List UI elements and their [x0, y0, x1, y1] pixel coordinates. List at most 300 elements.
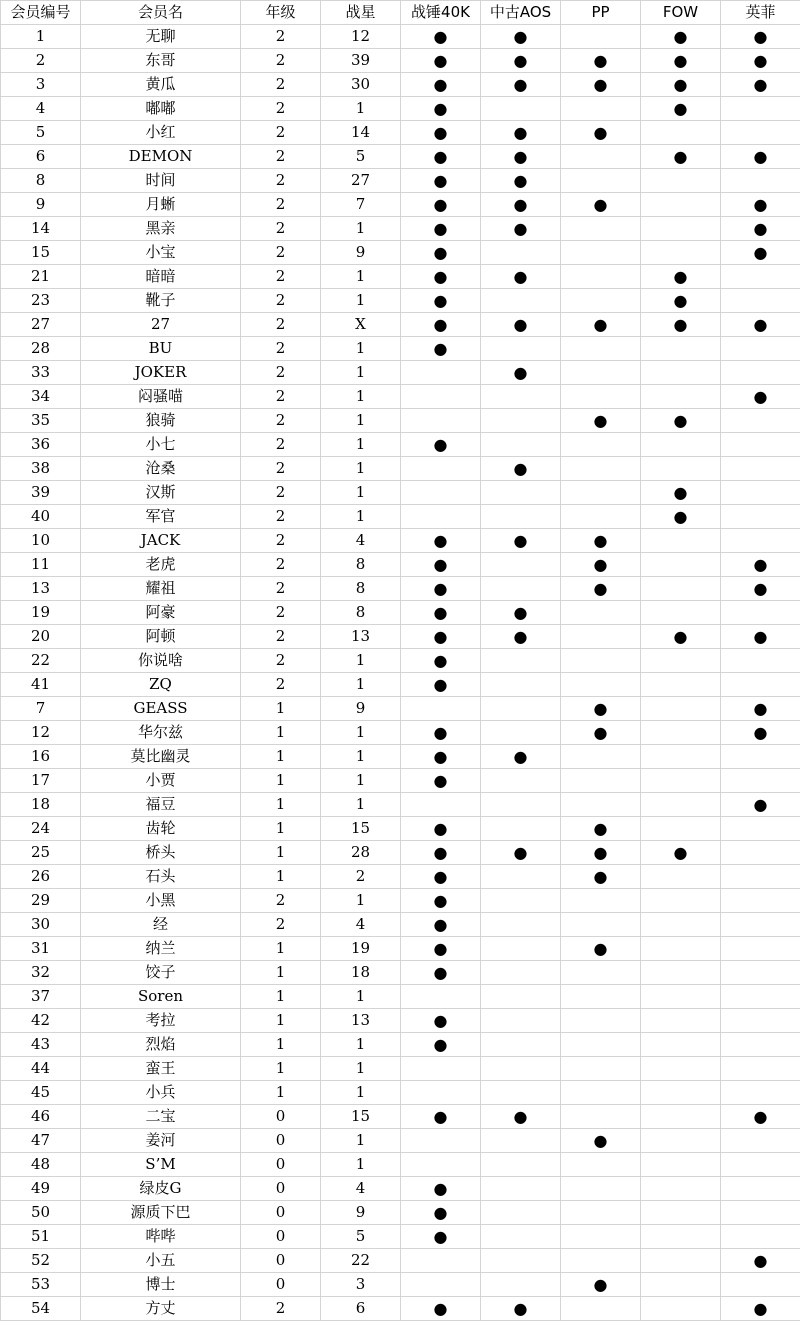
cell-grade[interactable]: 1 [241, 961, 321, 985]
cell-warhammer-40k[interactable] [401, 793, 481, 817]
cell-star[interactable]: 1 [321, 337, 401, 361]
cell-infinity[interactable] [721, 25, 800, 49]
cell-pp[interactable] [561, 481, 641, 505]
cell-fow[interactable] [641, 1225, 721, 1249]
cell-pp[interactable] [561, 97, 641, 121]
cell-star[interactable]: 30 [321, 73, 401, 97]
cell-member-id[interactable]: 34 [1, 385, 81, 409]
cell-member-id[interactable]: 30 [1, 913, 81, 937]
cell-member-name[interactable]: 石头 [81, 865, 241, 889]
cell-fow[interactable] [641, 769, 721, 793]
cell-member-name[interactable]: 小黑 [81, 889, 241, 913]
cell-star[interactable]: 12 [321, 25, 401, 49]
cell-grade[interactable]: 2 [241, 601, 321, 625]
cell-star[interactable]: 1 [321, 1057, 401, 1081]
cell-grade[interactable]: 2 [241, 217, 321, 241]
cell-fow[interactable] [641, 409, 721, 433]
cell-aos[interactable] [481, 289, 561, 313]
cell-member-name[interactable]: 饺子 [81, 961, 241, 985]
cell-star[interactable]: 15 [321, 1105, 401, 1129]
cell-pp[interactable] [561, 1105, 641, 1129]
cell-grade[interactable]: 1 [241, 793, 321, 817]
cell-warhammer-40k[interactable] [401, 745, 481, 769]
header-pp[interactable]: PP [561, 1, 641, 25]
cell-warhammer-40k[interactable] [401, 1129, 481, 1153]
cell-warhammer-40k[interactable] [401, 457, 481, 481]
cell-grade[interactable]: 1 [241, 985, 321, 1009]
cell-grade[interactable]: 2 [241, 97, 321, 121]
cell-infinity[interactable] [721, 793, 800, 817]
cell-aos[interactable] [481, 361, 561, 385]
cell-warhammer-40k[interactable] [401, 1201, 481, 1225]
cell-grade[interactable]: 2 [241, 649, 321, 673]
cell-aos[interactable] [481, 529, 561, 553]
cell-fow[interactable] [641, 841, 721, 865]
cell-member-id[interactable]: 32 [1, 961, 81, 985]
cell-warhammer-40k[interactable] [401, 1009, 481, 1033]
cell-star[interactable]: 1 [321, 505, 401, 529]
cell-aos[interactable] [481, 1225, 561, 1249]
cell-member-name[interactable]: 暗暗 [81, 265, 241, 289]
cell-fow[interactable] [641, 457, 721, 481]
cell-warhammer-40k[interactable] [401, 913, 481, 937]
cell-member-name[interactable]: 阿顿 [81, 625, 241, 649]
cell-pp[interactable] [561, 457, 641, 481]
cell-member-id[interactable]: 33 [1, 361, 81, 385]
cell-member-name[interactable]: S’M [81, 1153, 241, 1177]
cell-infinity[interactable] [721, 865, 800, 889]
cell-infinity[interactable] [721, 1273, 800, 1297]
header-infinity[interactable]: 英菲 [721, 1, 800, 25]
cell-warhammer-40k[interactable] [401, 1273, 481, 1297]
cell-grade[interactable]: 1 [241, 937, 321, 961]
cell-warhammer-40k[interactable] [401, 289, 481, 313]
cell-star[interactable]: 1 [321, 673, 401, 697]
cell-star[interactable]: 1 [321, 1081, 401, 1105]
cell-member-id[interactable]: 31 [1, 937, 81, 961]
cell-grade[interactable]: 2 [241, 49, 321, 73]
cell-star[interactable]: 1 [321, 385, 401, 409]
cell-member-name[interactable]: 莫比幽灵 [81, 745, 241, 769]
cell-aos[interactable] [481, 649, 561, 673]
cell-member-name[interactable]: 黑亲 [81, 217, 241, 241]
cell-star[interactable]: 1 [321, 361, 401, 385]
cell-member-id[interactable]: 12 [1, 721, 81, 745]
cell-pp[interactable] [561, 553, 641, 577]
cell-member-name[interactable]: 无聊 [81, 25, 241, 49]
cell-member-id[interactable]: 40 [1, 505, 81, 529]
cell-infinity[interactable] [721, 817, 800, 841]
cell-fow[interactable] [641, 505, 721, 529]
cell-star[interactable]: 39 [321, 49, 401, 73]
cell-member-id[interactable]: 24 [1, 817, 81, 841]
cell-pp[interactable] [561, 1225, 641, 1249]
cell-fow[interactable] [641, 49, 721, 73]
cell-infinity[interactable] [721, 1153, 800, 1177]
cell-pp[interactable] [561, 313, 641, 337]
cell-star[interactable]: 1 [321, 217, 401, 241]
cell-star[interactable]: 1 [321, 889, 401, 913]
cell-fow[interactable] [641, 1177, 721, 1201]
cell-fow[interactable] [641, 193, 721, 217]
cell-member-name[interactable]: 博士 [81, 1273, 241, 1297]
cell-pp[interactable] [561, 817, 641, 841]
cell-star[interactable]: 1 [321, 1153, 401, 1177]
cell-fow[interactable] [641, 865, 721, 889]
cell-member-name[interactable]: 小七 [81, 433, 241, 457]
cell-fow[interactable] [641, 433, 721, 457]
cell-member-id[interactable]: 26 [1, 865, 81, 889]
cell-fow[interactable] [641, 145, 721, 169]
header-fow[interactable]: FOW [641, 1, 721, 25]
cell-fow[interactable] [641, 1033, 721, 1057]
cell-star[interactable]: 8 [321, 577, 401, 601]
cell-grade[interactable]: 2 [241, 121, 321, 145]
cell-member-id[interactable]: 16 [1, 745, 81, 769]
cell-member-name[interactable]: 方丈 [81, 1297, 241, 1321]
cell-member-id[interactable]: 27 [1, 313, 81, 337]
cell-pp[interactable] [561, 1057, 641, 1081]
cell-infinity[interactable] [721, 889, 800, 913]
cell-infinity[interactable] [721, 577, 800, 601]
cell-fow[interactable] [641, 265, 721, 289]
cell-aos[interactable] [481, 865, 561, 889]
cell-member-id[interactable]: 54 [1, 1297, 81, 1321]
cell-fow[interactable] [641, 625, 721, 649]
cell-grade[interactable]: 2 [241, 409, 321, 433]
cell-warhammer-40k[interactable] [401, 433, 481, 457]
cell-member-id[interactable]: 15 [1, 241, 81, 265]
cell-warhammer-40k[interactable] [401, 625, 481, 649]
cell-star[interactable]: 8 [321, 601, 401, 625]
cell-member-id[interactable]: 13 [1, 577, 81, 601]
cell-pp[interactable] [561, 1201, 641, 1225]
cell-grade[interactable]: 2 [241, 577, 321, 601]
cell-fow[interactable] [641, 1129, 721, 1153]
cell-star[interactable]: 1 [321, 1129, 401, 1153]
cell-member-id[interactable]: 52 [1, 1249, 81, 1273]
cell-pp[interactable] [561, 1081, 641, 1105]
cell-pp[interactable] [561, 1273, 641, 1297]
cell-pp[interactable] [561, 721, 641, 745]
cell-star[interactable]: 13 [321, 1009, 401, 1033]
cell-grade[interactable]: 0 [241, 1177, 321, 1201]
cell-member-name[interactable]: 小五 [81, 1249, 241, 1273]
header-grade[interactable]: 年级 [241, 1, 321, 25]
cell-grade[interactable]: 2 [241, 553, 321, 577]
cell-star[interactable]: 1 [321, 769, 401, 793]
cell-fow[interactable] [641, 1249, 721, 1273]
cell-pp[interactable] [561, 385, 641, 409]
cell-member-id[interactable]: 8 [1, 169, 81, 193]
cell-pp[interactable] [561, 121, 641, 145]
cell-aos[interactable] [481, 433, 561, 457]
cell-grade[interactable]: 2 [241, 433, 321, 457]
cell-member-name[interactable]: 纳兰 [81, 937, 241, 961]
cell-infinity[interactable] [721, 313, 800, 337]
cell-pp[interactable] [561, 73, 641, 97]
cell-member-name[interactable]: 嘟嘟 [81, 97, 241, 121]
cell-star[interactable]: 27 [321, 169, 401, 193]
cell-fow[interactable] [641, 553, 721, 577]
cell-star[interactable]: 1 [321, 793, 401, 817]
cell-pp[interactable] [561, 985, 641, 1009]
cell-fow[interactable] [641, 793, 721, 817]
cell-aos[interactable] [481, 49, 561, 73]
cell-infinity[interactable] [721, 121, 800, 145]
cell-star[interactable]: 1 [321, 409, 401, 433]
cell-aos[interactable] [481, 193, 561, 217]
cell-pp[interactable] [561, 745, 641, 769]
cell-fow[interactable] [641, 1297, 721, 1321]
cell-aos[interactable] [481, 721, 561, 745]
cell-aos[interactable] [481, 1249, 561, 1273]
cell-infinity[interactable] [721, 985, 800, 1009]
cell-infinity[interactable] [721, 97, 800, 121]
cell-fow[interactable] [641, 97, 721, 121]
cell-member-id[interactable]: 11 [1, 553, 81, 577]
cell-fow[interactable] [641, 1057, 721, 1081]
cell-star[interactable]: X [321, 313, 401, 337]
cell-member-name[interactable]: 耀祖 [81, 577, 241, 601]
cell-aos[interactable] [481, 481, 561, 505]
cell-star[interactable]: 1 [321, 457, 401, 481]
cell-aos[interactable] [481, 769, 561, 793]
cell-warhammer-40k[interactable] [401, 817, 481, 841]
cell-pp[interactable] [561, 49, 641, 73]
cell-member-name[interactable]: 东哥 [81, 49, 241, 73]
cell-warhammer-40k[interactable] [401, 385, 481, 409]
cell-warhammer-40k[interactable] [401, 649, 481, 673]
cell-member-name[interactable]: 烈焰 [81, 1033, 241, 1057]
cell-pp[interactable] [561, 1249, 641, 1273]
cell-infinity[interactable] [721, 1177, 800, 1201]
cell-infinity[interactable] [721, 1249, 800, 1273]
cell-pp[interactable] [561, 361, 641, 385]
header-warhammer-40k[interactable]: 战锤40K [401, 1, 481, 25]
cell-member-id[interactable]: 38 [1, 457, 81, 481]
cell-star[interactable]: 1 [321, 433, 401, 457]
cell-warhammer-40k[interactable] [401, 1297, 481, 1321]
cell-grade[interactable]: 2 [241, 529, 321, 553]
cell-infinity[interactable] [721, 385, 800, 409]
cell-grade[interactable]: 2 [241, 169, 321, 193]
cell-warhammer-40k[interactable] [401, 241, 481, 265]
cell-fow[interactable] [641, 1081, 721, 1105]
cell-aos[interactable] [481, 217, 561, 241]
cell-member-name[interactable]: 老虎 [81, 553, 241, 577]
cell-member-id[interactable]: 19 [1, 601, 81, 625]
cell-infinity[interactable] [721, 961, 800, 985]
cell-aos[interactable] [481, 1297, 561, 1321]
cell-pp[interactable] [561, 673, 641, 697]
cell-warhammer-40k[interactable] [401, 409, 481, 433]
cell-warhammer-40k[interactable] [401, 97, 481, 121]
cell-fow[interactable] [641, 289, 721, 313]
cell-star[interactable]: 14 [321, 121, 401, 145]
cell-member-name[interactable]: 经 [81, 913, 241, 937]
cell-infinity[interactable] [721, 265, 800, 289]
cell-member-name[interactable]: Soren [81, 985, 241, 1009]
cell-star[interactable]: 1 [321, 289, 401, 313]
cell-star[interactable]: 1 [321, 97, 401, 121]
cell-infinity[interactable] [721, 625, 800, 649]
cell-fow[interactable] [641, 73, 721, 97]
cell-pp[interactable] [561, 937, 641, 961]
cell-infinity[interactable] [721, 361, 800, 385]
cell-member-id[interactable]: 7 [1, 697, 81, 721]
cell-grade[interactable]: 2 [241, 361, 321, 385]
cell-star[interactable]: 15 [321, 817, 401, 841]
cell-member-name[interactable]: DEMON [81, 145, 241, 169]
header-star[interactable]: 战星 [321, 1, 401, 25]
cell-member-id[interactable]: 10 [1, 529, 81, 553]
cell-pp[interactable] [561, 1129, 641, 1153]
cell-grade[interactable]: 1 [241, 1081, 321, 1105]
cell-member-name[interactable]: 沧桑 [81, 457, 241, 481]
cell-infinity[interactable] [721, 145, 800, 169]
cell-member-id[interactable]: 3 [1, 73, 81, 97]
cell-grade[interactable]: 2 [241, 313, 321, 337]
cell-member-id[interactable]: 37 [1, 985, 81, 1009]
cell-member-id[interactable]: 44 [1, 1057, 81, 1081]
cell-warhammer-40k[interactable] [401, 169, 481, 193]
header-member-id[interactable]: 会员编号 [1, 1, 81, 25]
cell-aos[interactable] [481, 673, 561, 697]
cell-aos[interactable] [481, 1105, 561, 1129]
cell-fow[interactable] [641, 121, 721, 145]
cell-aos[interactable] [481, 1057, 561, 1081]
cell-infinity[interactable] [721, 457, 800, 481]
cell-pp[interactable] [561, 289, 641, 313]
cell-infinity[interactable] [721, 913, 800, 937]
cell-grade[interactable]: 1 [241, 865, 321, 889]
cell-grade[interactable]: 0 [241, 1129, 321, 1153]
cell-pp[interactable] [561, 505, 641, 529]
cell-member-name[interactable]: 狼骑 [81, 409, 241, 433]
cell-aos[interactable] [481, 793, 561, 817]
cell-grade[interactable]: 2 [241, 193, 321, 217]
cell-warhammer-40k[interactable] [401, 889, 481, 913]
cell-aos[interactable] [481, 1129, 561, 1153]
cell-star[interactable]: 3 [321, 1273, 401, 1297]
cell-infinity[interactable] [721, 1033, 800, 1057]
cell-member-id[interactable]: 25 [1, 841, 81, 865]
cell-pp[interactable] [561, 217, 641, 241]
cell-member-name[interactable]: ZQ [81, 673, 241, 697]
cell-fow[interactable] [641, 889, 721, 913]
cell-aos[interactable] [481, 337, 561, 361]
cell-aos[interactable] [481, 121, 561, 145]
cell-pp[interactable] [561, 1009, 641, 1033]
cell-fow[interactable] [641, 649, 721, 673]
cell-pp[interactable] [561, 169, 641, 193]
cell-fow[interactable] [641, 25, 721, 49]
cell-pp[interactable] [561, 577, 641, 601]
cell-infinity[interactable] [721, 193, 800, 217]
cell-aos[interactable] [481, 1081, 561, 1105]
cell-grade[interactable]: 2 [241, 25, 321, 49]
cell-warhammer-40k[interactable] [401, 697, 481, 721]
cell-aos[interactable] [481, 313, 561, 337]
cell-member-name[interactable]: 姜河 [81, 1129, 241, 1153]
cell-fow[interactable] [641, 217, 721, 241]
cell-pp[interactable] [561, 961, 641, 985]
cell-grade[interactable]: 2 [241, 625, 321, 649]
cell-member-name[interactable]: 小兵 [81, 1081, 241, 1105]
cell-infinity[interactable] [721, 433, 800, 457]
cell-infinity[interactable] [721, 769, 800, 793]
cell-infinity[interactable] [721, 745, 800, 769]
header-member-name[interactable]: 会员名 [81, 1, 241, 25]
cell-aos[interactable] [481, 817, 561, 841]
cell-member-name[interactable]: 黄瓜 [81, 73, 241, 97]
cell-star[interactable]: 19 [321, 937, 401, 961]
cell-grade[interactable]: 2 [241, 457, 321, 481]
cell-member-id[interactable]: 48 [1, 1153, 81, 1177]
cell-pp[interactable] [561, 697, 641, 721]
cell-grade[interactable]: 0 [241, 1225, 321, 1249]
cell-member-name[interactable]: JACK [81, 529, 241, 553]
cell-member-name[interactable]: 汉斯 [81, 481, 241, 505]
cell-warhammer-40k[interactable] [401, 313, 481, 337]
cell-member-id[interactable]: 22 [1, 649, 81, 673]
cell-star[interactable]: 1 [321, 745, 401, 769]
cell-aos[interactable] [481, 697, 561, 721]
cell-star[interactable]: 8 [321, 553, 401, 577]
cell-star[interactable]: 18 [321, 961, 401, 985]
cell-member-id[interactable]: 21 [1, 265, 81, 289]
cell-aos[interactable] [481, 145, 561, 169]
cell-fow[interactable] [641, 361, 721, 385]
cell-warhammer-40k[interactable] [401, 721, 481, 745]
cell-star[interactable]: 1 [321, 481, 401, 505]
cell-member-name[interactable]: 小贾 [81, 769, 241, 793]
cell-warhammer-40k[interactable] [401, 985, 481, 1009]
cell-pp[interactable] [561, 1177, 641, 1201]
cell-grade[interactable]: 0 [241, 1105, 321, 1129]
cell-pp[interactable] [561, 529, 641, 553]
cell-grade[interactable]: 0 [241, 1153, 321, 1177]
cell-infinity[interactable] [721, 1297, 800, 1321]
cell-member-id[interactable]: 43 [1, 1033, 81, 1057]
cell-pp[interactable] [561, 25, 641, 49]
cell-pp[interactable] [561, 1153, 641, 1177]
cell-grade[interactable]: 2 [241, 913, 321, 937]
cell-star[interactable]: 9 [321, 697, 401, 721]
cell-infinity[interactable] [721, 721, 800, 745]
cell-grade[interactable]: 1 [241, 745, 321, 769]
cell-infinity[interactable] [721, 289, 800, 313]
cell-fow[interactable] [641, 577, 721, 601]
cell-infinity[interactable] [721, 649, 800, 673]
cell-fow[interactable] [641, 745, 721, 769]
cell-warhammer-40k[interactable] [401, 337, 481, 361]
cell-member-id[interactable]: 53 [1, 1273, 81, 1297]
cell-grade[interactable]: 0 [241, 1249, 321, 1273]
cell-infinity[interactable] [721, 1129, 800, 1153]
cell-pp[interactable] [561, 1033, 641, 1057]
cell-grade[interactable]: 2 [241, 481, 321, 505]
cell-fow[interactable] [641, 1273, 721, 1297]
cell-star[interactable]: 9 [321, 1201, 401, 1225]
cell-infinity[interactable] [721, 169, 800, 193]
cell-infinity[interactable] [721, 73, 800, 97]
cell-member-name[interactable]: 源质下巴 [81, 1201, 241, 1225]
cell-infinity[interactable] [721, 841, 800, 865]
cell-infinity[interactable] [721, 697, 800, 721]
cell-warhammer-40k[interactable] [401, 841, 481, 865]
